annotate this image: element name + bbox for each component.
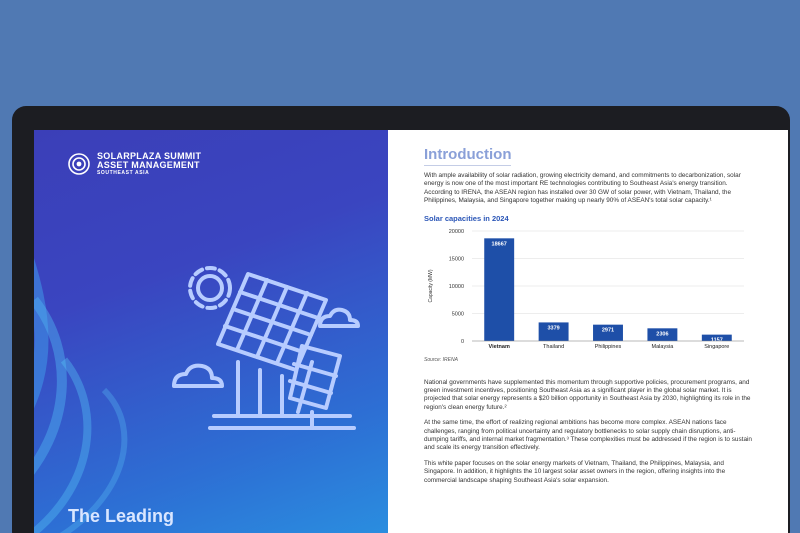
intro-paragraph: With ample availability of solar radiation, growing electricity demand, and commitments to decarbonization, solar energy is now one of the most important RE technologies contributing to Southeast Asia's energy transition. According to IRENA, the ASEAN region has installed over 30 GW of solar power, with Vietnam, Thailand, the Philippines, Malaysia, and Singapore together making up nearly 90% of ASEAN's total solar capacity.¹ xyxy=(424,172,741,205)
data-label: 2306 xyxy=(656,330,669,337)
summit-logo xyxy=(67,152,201,176)
panel-stand-icon xyxy=(210,362,354,428)
chart-title: Solar capacities in 2024 xyxy=(424,213,509,223)
x-tick-label: Vietnam xyxy=(488,343,510,350)
x-tick-label: Malaysia xyxy=(651,343,674,350)
solar-panel-icon xyxy=(218,274,326,370)
monitor-screen xyxy=(34,130,788,533)
x-tick-label: Thailand xyxy=(543,343,565,350)
introduction-page xyxy=(388,130,788,533)
intro-paragraph: At the same time, the effort of realizing regional ambitions has become more complex. ASEAN nations face challenges, ranging from political uncertainty and regulatory bottlenecks to solar supply chain disruptions, anti-dumping tariffs, and internal market fragmentation.³ These complexities must be addressed if the region is to sustain and scale its energy transition effectively. xyxy=(424,419,752,452)
data-label: 2971 xyxy=(601,327,615,334)
page-title: Introduction xyxy=(424,146,511,166)
y-tick-label: 10000 xyxy=(448,283,464,290)
bar xyxy=(484,238,514,341)
y-tick-label: 5000 xyxy=(451,311,464,318)
x-tick-label: Singapore xyxy=(704,343,730,350)
sun-logo-icon xyxy=(67,152,91,176)
bar-chart-svg xyxy=(424,225,754,355)
brand-region: SOUTHEAST ASIA xyxy=(97,169,150,176)
data-label: 18667 xyxy=(491,240,507,247)
solar-panel-illustration xyxy=(170,266,360,436)
intro-paragraph: National governments have supplemented this momentum through supportive policies, procurement programs, and green investment incentives, positioning Southeast Asia as a significant player in the global solar market. It is projected that solar energy represents a $20 billion opportunity in Southeast Asia by 2030, highlighting its role in the region's clean energy future.² xyxy=(424,378,751,411)
cover-title: The Leading xyxy=(68,506,175,526)
data-label: 3379 xyxy=(547,325,560,332)
small-solar-panel-icon xyxy=(290,346,340,412)
gear-icon xyxy=(190,268,230,308)
brand-subtitle: ASSET MANAGEMENT xyxy=(97,160,200,171)
y-tick-label: 15000 xyxy=(448,256,464,263)
y-tick-label: 20000 xyxy=(448,228,464,235)
intro-paragraph: This white paper focuses on the solar energy markets of Vietnam, Thailand, the Philippines, Malaysia, and Singapore. In addition, it highlights the 10 largest solar asset owners in the region, offering insights into the commercial landscape shaping Southeast Asia's solar expansion. xyxy=(424,459,726,484)
chart-source: Source: IRENA xyxy=(424,356,458,363)
x-tick-label: Philippines xyxy=(594,343,622,350)
data-label: 1157 xyxy=(710,337,723,344)
y-tick-label: 0 xyxy=(460,338,464,345)
brand-name: SOLARPLAZA SUMMIT xyxy=(97,151,202,161)
solar-capacity-chart xyxy=(424,225,754,355)
whitepaper-cover xyxy=(34,130,388,533)
y-axis-label: Capacity (MW) xyxy=(428,269,434,303)
